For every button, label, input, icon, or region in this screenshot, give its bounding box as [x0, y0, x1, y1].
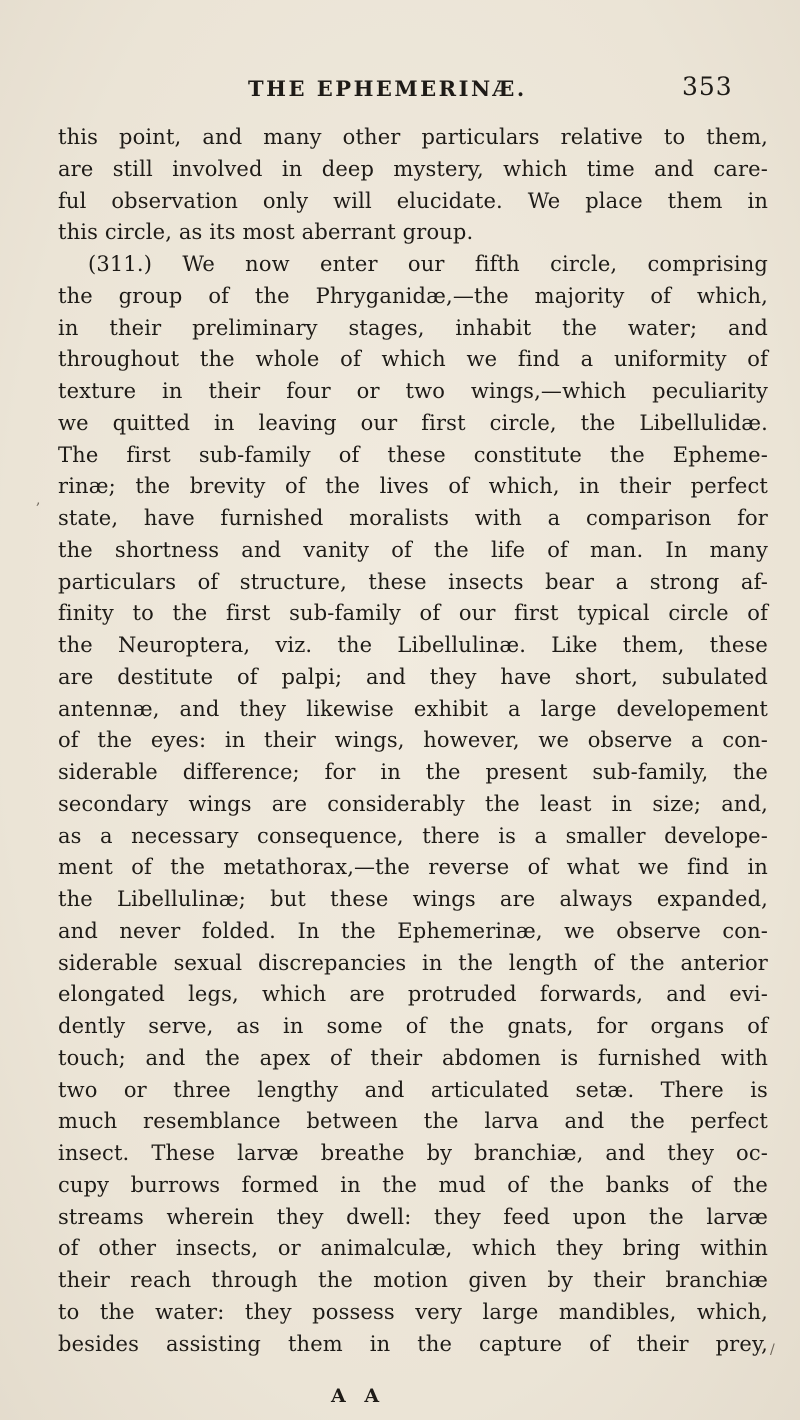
text-line: the Neuroptera, viz. the Libellulinæ. Like them, these	[58, 633, 768, 657]
text-line: rinæ; the brevity of the lives of which, in their perfect	[58, 474, 768, 499]
text-line: cupy burrows formed in the mud of the banks of the	[58, 1172, 768, 1197]
print-speck-mark: /	[770, 1342, 775, 1358]
print-speck-mark: ,	[36, 492, 41, 508]
text-line: elongated legs, which are protruded forwards, and evi-	[58, 982, 768, 1007]
text-line: siderable difference; for in the present sub-family, the	[58, 760, 768, 784]
paragraph-start-line: (311.) We now enter our fifth circle, comprising	[88, 252, 768, 276]
text-line: in their preliminary stages, inhabit the water; and	[58, 315, 768, 340]
text-line: the shortness and vanity of the life of man. In many	[58, 537, 768, 562]
text-line: texture in their four or two wings,—which peculiarity	[58, 379, 768, 403]
text-line: are destitute of palpi; and they have short, subulated	[58, 664, 768, 689]
text-line: of other insects, or animalculæ, which they bring within	[58, 1236, 768, 1261]
text-line: finity to the first sub-family of our first typical circle of	[58, 601, 768, 626]
text-line: secondary wings are considerably the least in size; and,	[58, 791, 768, 816]
running-title: THE EPHEMERINÆ.	[248, 76, 527, 101]
text-line: state, have furnished moralists with a comparison for	[58, 506, 768, 530]
text-line: the Libellulinæ; but these wings are always expanded,	[58, 887, 768, 911]
text-line: insect. These larvæ breathe by branchiæ, and they oc-	[58, 1141, 768, 1165]
text-line: the group of the Phryganidæ,—the majority of which,	[58, 283, 768, 308]
text-line: throughout the whole of which we find a uniformity of	[58, 347, 768, 372]
page-number: 353	[682, 72, 733, 101]
text-line: are still involved in deep mystery, which time and care-	[58, 156, 768, 181]
text-line: this point, and many other particulars relative to them,	[58, 125, 768, 149]
text-line: we quitted in leaving our first circle, the Libellulidæ.	[58, 410, 768, 435]
text-line: besides assisting them in the capture of their prey,	[58, 1331, 768, 1356]
text-line: as a necessary consequence, there is a smaller develope-	[58, 823, 768, 848]
running-header	[0, 72, 800, 112]
text-line: to the water: they possess very large mandibles, which,	[58, 1299, 768, 1324]
text-line: and never folded. In the Ephemerinæ, we observe con-	[58, 918, 768, 943]
text-line: antennæ, and they likewise exhibit a large developement	[58, 696, 768, 721]
text-line: The first sub-family of these constitute the Epheme-	[58, 442, 768, 467]
text-line: much resemblance between the larva and the perfect	[58, 1109, 768, 1134]
text-line: ment of the metathorax,—the reverse of what we find in	[58, 855, 768, 880]
text-line: of the eyes: in their wings, however, we observe a con-	[58, 728, 768, 753]
text-line: siderable sexual discrepancies in the length of the anterior	[58, 950, 768, 975]
text-line: particulars of structure, these insects bear a strong af-	[58, 569, 768, 594]
text-line: this circle, as its most aberrant group.	[58, 220, 474, 245]
text-line: dently serve, as in some of the gnats, for organs of	[58, 1014, 768, 1038]
signature-mark: A A	[331, 1385, 386, 1407]
text-line: their reach through the motion given by their branchiæ	[58, 1268, 768, 1292]
text-line: streams wherein they dwell: they feed upon the larvæ	[58, 1204, 768, 1229]
text-line: ful observation only will elucidate. We place them in	[58, 188, 768, 213]
text-line: touch; and the apex of their abdomen is furnished with	[58, 1045, 768, 1070]
body-text	[58, 122, 768, 1360]
text-line: two or three lengthy and articulated setæ. There is	[58, 1077, 768, 1102]
